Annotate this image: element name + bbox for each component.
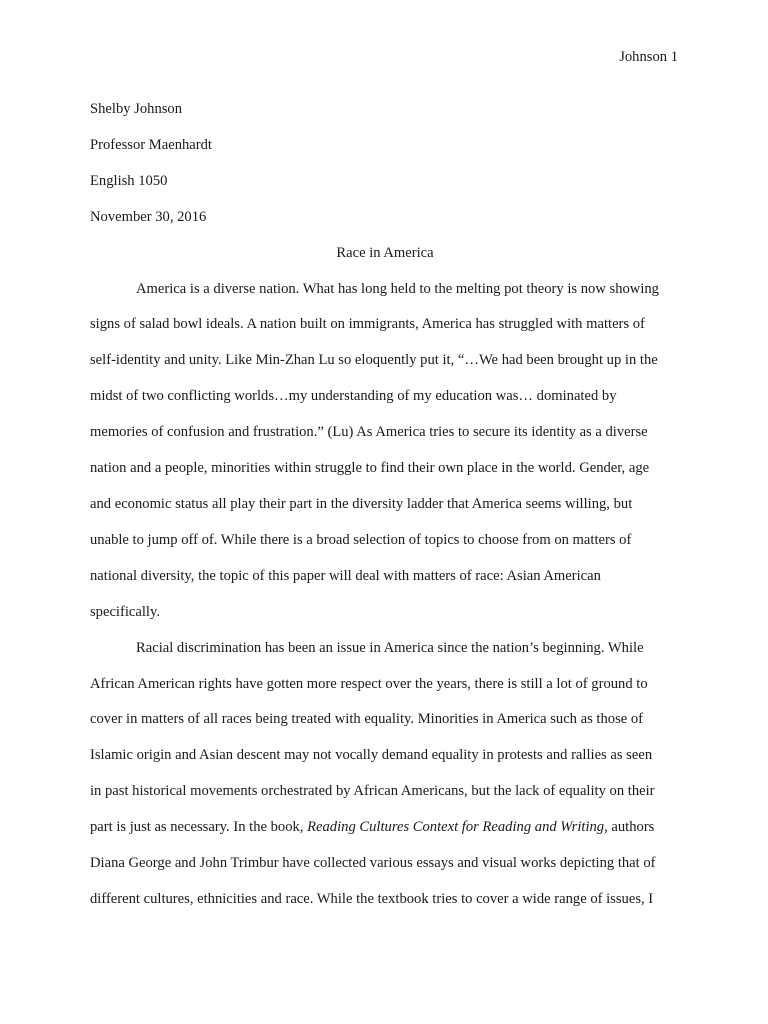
paragraph-line: midst of two conflicting worlds…my understanding of my education was… dominated by — [90, 388, 617, 405]
document-body — [90, 92, 680, 918]
paragraph-line: nation and a people, minorities within struggle to find their own place in the world. Gender, age — [90, 460, 650, 477]
paragraph-line: and economic status all play their part in the diversity ladder that America seems willing, but — [90, 495, 633, 512]
paragraph-line: Diana George and John Trimbur have collected various essays and visual works depicting that of — [90, 855, 656, 872]
line-text: part is just as necessary. In the book, — [90, 819, 308, 836]
paragraph-line: self-identity and unity. Like Min-Zhan Lu so eloquently put it, “…We had been brought up in the — [90, 352, 658, 369]
running-head: Johnson 1 — [619, 49, 678, 65]
paragraph-line: in past historical movements orchestrated by African Americans, but the lack of equality on their — [90, 783, 655, 800]
paragraph-line: signs of salad bowl ideals. A nation built on immigrants, America has struggled with matters of — [90, 316, 645, 333]
student-name: Shelby Johnson — [90, 101, 183, 117]
paragraph-line: cover in matters of all races being treated with equality. Minorities in America such as those of — [90, 711, 644, 728]
book-title: Reading Cultures Context for Reading and Writing, — [307, 819, 608, 836]
paragraph-line: different cultures, ethnicities and race. While the textbook tries to cover a wide range of issues, I — [90, 890, 654, 907]
paragraph-line: African American rights have gotten more respect over the years, there is still a lot of ground to — [90, 675, 648, 692]
paper-title: Race in America — [336, 244, 434, 261]
paragraph-line: Islamic origin and Asian descent may not vocally demand equality in protests and rallies as seen — [90, 747, 653, 764]
paragraph-line: national diversity, the topic of this paper will deal with matters of race: Asian American — [90, 567, 601, 584]
paragraph-line: memories of confusion and frustration.” (Lu) As America tries to secure its identity as a diverse — [90, 424, 648, 441]
line-text: authors — [607, 819, 655, 836]
professor-name: Professor Maenhardt — [90, 136, 212, 153]
paragraph-line-with-book-title — [90, 810, 680, 846]
paper-date: November 30, 2016 — [90, 208, 207, 225]
paragraph-line: Racial discrimination has been an issue in America since the nation’s beginning. While — [136, 639, 644, 656]
paragraph-line: specifically. — [90, 603, 160, 620]
paragraph-line: unable to jump off of. While there is a broad selection of topics to choose from on matters of — [90, 531, 632, 548]
paragraph-line: America is a diverse nation. What has long held to the melting pot theory is now showing — [136, 280, 659, 297]
course-name: English 1050 — [90, 172, 168, 189]
